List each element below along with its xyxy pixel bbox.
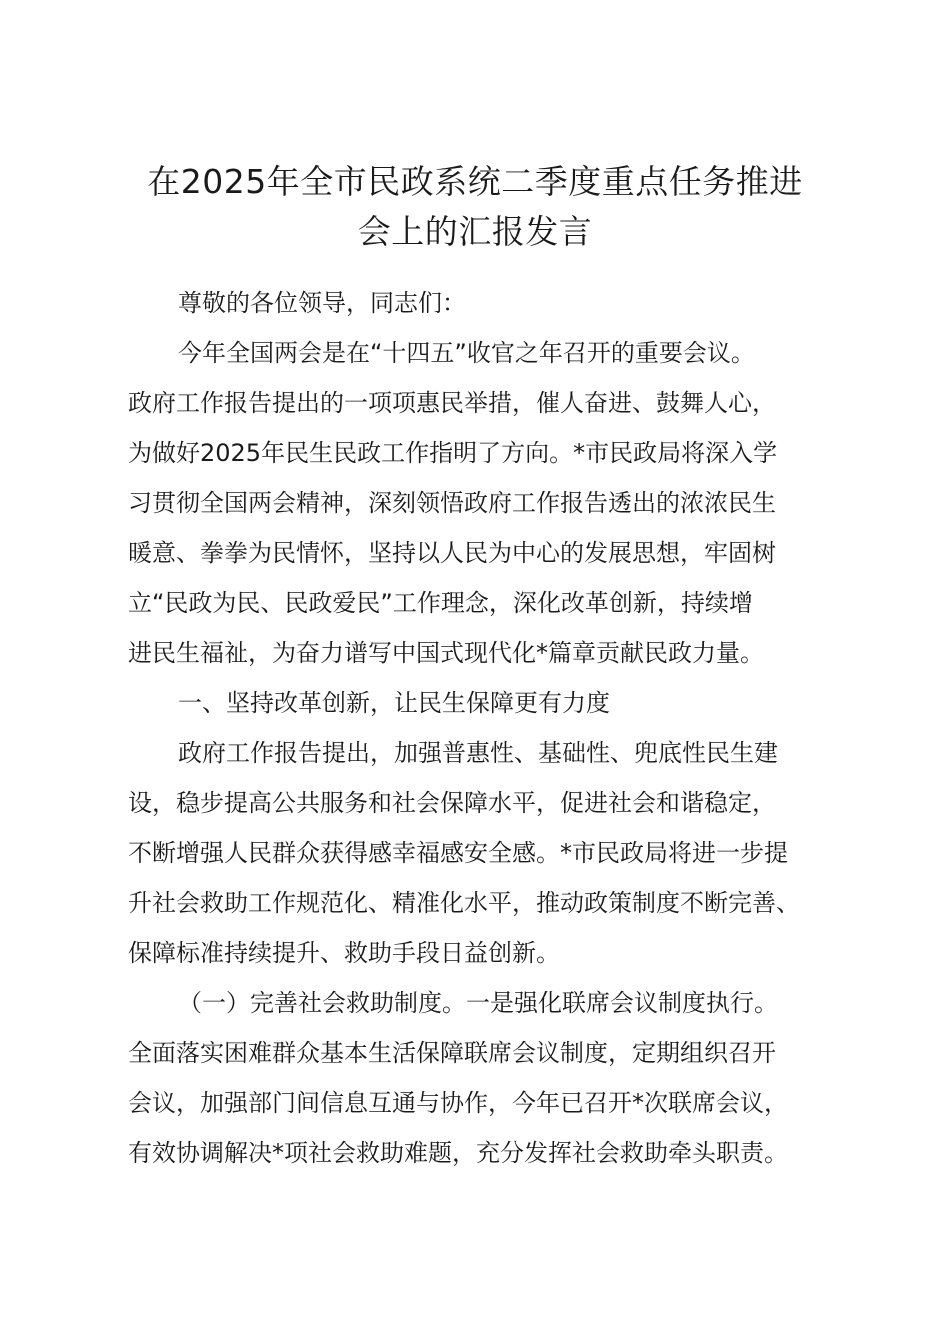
paragraph-line: 升社会救助工作规范化、精准化水平，推动政策制度不断完善、 [128, 889, 800, 917]
paragraph-line: 立“民政为民、民政爱民”工作理念，深化改革创新，持续增 [128, 589, 753, 617]
paragraph-line: 暖意、拳拳为民情怀，坚持以人民为中心的发展思想，牢固树 [128, 539, 776, 567]
paragraph-line: 不断增强人民群众获得感幸福感安全感。*市民政局将进一步提 [128, 839, 788, 867]
paragraph-line: 政府工作报告提出，加强普惠性、基础性、兜底性民生建 [178, 739, 778, 767]
paragraph-line: 设，稳步提高公共服务和社会保障水平，促进社会和谐稳定， [128, 789, 776, 817]
paragraph-line: 今年全国两会是在“十四五”收官之年召开的重要会议。 [178, 339, 755, 367]
section-heading: 一、坚持改革创新，让民生保障更有力度 [178, 689, 610, 717]
document-title-line-2: 会上的汇报发言 [357, 212, 593, 251]
paragraph-line: 进民生福祉，为奋力谱写中国式现代化*篇章贡献民政力量。 [128, 639, 764, 667]
document-title-line-1: 在2025年全市民政系统二季度重点任务推进 [147, 162, 803, 201]
paragraph-line: 习贯彻全国两会精神，深刻领悟政府工作报告透出的浓浓民生 [128, 489, 776, 517]
paragraph-line: 为做好2025年民生民政工作指明了方向。*市民政局将深入学 [128, 439, 778, 467]
paragraph-line: 保障标准持续提升、救助手段日益创新。 [128, 939, 560, 967]
paragraph-line: 有效协调解决*项社会救助难题，充分发挥社会救助牵头职责。 [128, 1139, 788, 1167]
subsection-paragraph-line: （一）完善社会救助制度。一是强化联席会议制度执行。 [178, 989, 778, 1017]
salutation: 尊敬的各位领导，同志们： [178, 289, 466, 317]
paragraph-line: 政府工作报告提出的一项项惠民举措，催人奋进、鼓舞人心， [128, 389, 776, 417]
paragraph-line: 全面落实困难群众基本生活保障联席会议制度，定期组织召开 [128, 1039, 776, 1067]
paragraph-line: 会议，加强部门间信息互通与协作，今年已召开*次联席会议， [128, 1089, 788, 1117]
